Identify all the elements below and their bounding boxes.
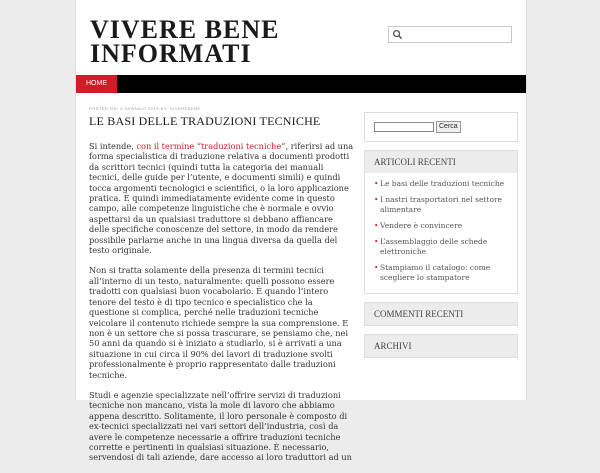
widget-title: COMMENTI RECENTI [365,303,517,325]
widget-title: ARTICOLI RECENTI [365,151,517,173]
paragraph-text: , riferirsi ad una forma specialistica di traduzione relativa a documenti prodotti da scrittori tecnici (quindi tutta la categoria dei manuali tecnici, delle guide per l’utente, e documenti simili) e quindi tocca argomenti tecnologici e scientifici, o la loro applicazione pratica. È quindi immediatamente evidente come in questo campo, alle competenze linguistiche che è normale e ovvio aspettarsi da un qualsiasi traduttore si debbano affiancare delle specifiche conoscenze del settore, in modo da rendere possibile parlarne anche in una lingua diversa da quella del testo originale. [89,141,354,256]
page-container [75,0,527,463]
post-body [89,141,354,463]
post-paragraph: Non si tratta solamente della presenza di termini tecnici all’interno di un testo, naturalmente: quelli possono essere tradotti con qualsiasi buon vocabolario. È quando l’intero tenore del testo è di tipo tecnico e specialistico che la questione si complica, perché nelle traduzioni tecniche veicolare il contenuto richiede sempre la sua comprensione. E non è un settore che si possa trascurare, se pensiamo che, nei 50 anni da quando si è iniziato a studiarlo, si è arrivati a una situazione in cui circa il 90% dei lavori di traduzione svolti professionalmente è proprio rappresentato dalle traduzioni tecniche. [89,265,349,380]
post-meta: POSTED ON: 4 GENNAIO 2015 BY: VIVEREBENE [89,106,201,111]
recent-post-link[interactable]: Le basi delle traduzioni tecniche [380,179,505,188]
post-paragraph: Studi e agenzie specializzate nell’offrire servizi di traduzioni tecniche non mancano, vista la mole di lavoro che abbiamo appena descritto. Solitamente, il loro personale è composto di ex-tecnici specializzati nei vari settori dell’industria, così da avere le competenze necessarie a offrire traduzioni tecniche corrette e pertinenti in qualsiasi situazione. È necessario, servendosi di tali aziende, dare accesso ai loro traduttori ad un [89,389,352,463]
sidebar-search [364,112,518,142]
widget-recent-comments [364,302,518,326]
recent-post-item[interactable] [374,263,511,283]
header-search-box[interactable] [388,26,512,43]
widget-recent-posts [364,150,518,294]
recent-post-item[interactable] [374,195,511,215]
recent-post-link[interactable]: I nastri trasportatori nel settore alimentare [380,195,502,214]
post-paragraph [89,141,354,255]
sidebar-search-button[interactable]: Cerca [436,121,461,133]
widget-archives [364,334,518,358]
search-icon [392,29,403,40]
post-link[interactable]: con il termine “traduzioni tecniche” [136,141,286,151]
paragraph-text: Si intende, [89,141,137,151]
nav-item-home[interactable]: HOME [76,75,117,93]
site-title[interactable]: VIVERE BENE INFORMATI [90,15,280,68]
recent-post-item[interactable] [374,237,511,257]
recent-post-link[interactable]: L’assemblaggio delle schede elettroniche [380,237,488,256]
header-search-input[interactable] [404,27,509,42]
recent-post-item[interactable] [374,221,511,231]
recent-post-link[interactable]: Vendere è convincere [380,221,463,230]
post [89,106,354,473]
sidebar [364,112,518,358]
main-nav [76,75,526,93]
post-title[interactable]: LE BASI DELLE TRADUZIONI TECNICHE [89,114,321,128]
recent-posts-list [365,173,517,293]
widget-title: ARCHIVI [365,335,517,357]
recent-post-link[interactable]: Stampiamo il catalogo: come scegliere lo stampatore [380,263,491,282]
sidebar-search-input[interactable] [374,122,434,132]
recent-post-item[interactable] [374,179,511,189]
